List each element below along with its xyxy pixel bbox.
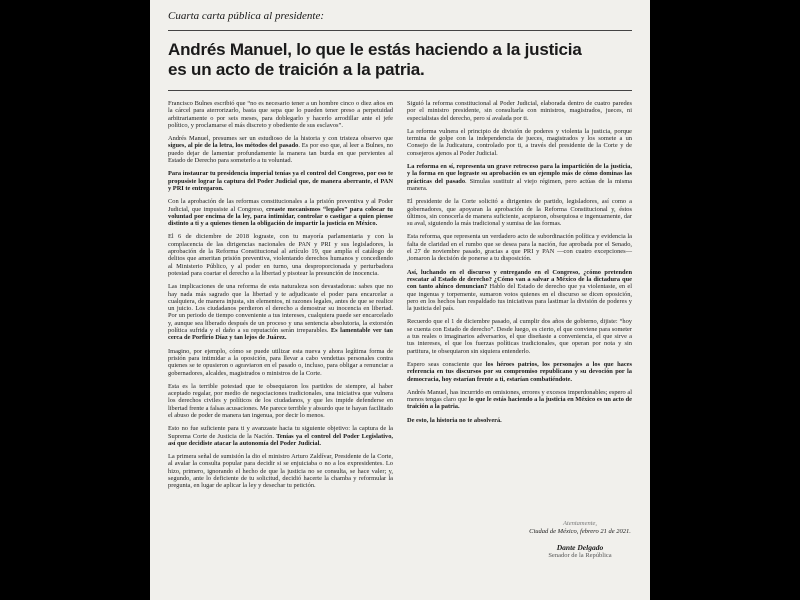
- paragraph: El 6 de diciembre de 2018 lograste, con tu mayoría parlamentaria y con la complacencia de las dirigencias nacionales de PAN y PRI y sus legisladores, la aprobación de la Reforma Constitucional al artículo 19, que amplía el catálogo de delitos que ameritan prisión preventiva, violentando derechos humanos y concediendo al Ministerio Público, y al poder en turno, una desproporcionada y perturbadora potestad para coartar el derecho a la libertad y pisotear la presunción de inocencia.: [168, 233, 393, 277]
- paragraph: Andrés Manuel, presumes ser un estudioso de la historia y con tristeza observo que sigues, al pie de la letra, los métodos del pasado. Es por eso que, al leer a Bulnes, no puedo dejar de lamentar profundamente la manera tan burda en que pervientes al Estado de Derecho para someterlo a tu voluntad.: [168, 135, 393, 165]
- paragraph: Andrés Manuel, has incurrido en omisiones, errores y excesos imperdonables; espero al menos tengas claro que lo que le estás haciendo a la justicia en México es un acto de traición a la patria.: [407, 388, 633, 411]
- headline-line-2: es un acto de traición a la patria.: [168, 60, 425, 79]
- newspaper-page: [150, 0, 650, 600]
- right-column: [407, 100, 632, 430]
- paragraph: La primera señal de sumisión la dio el ministro Arturo Zaldívar, Presidente de la Corte, al avalar la consulta popular para decidir si se enjuiciaba o no a los expresidentes. Lo hizo, primero, ignorando el hecho de que la justicia no se consulta, se hace valer; y, segundo, ante lo deficiente de tu solicitud, decidió hacerte la chamba y reformular la pregunta, en lugar de aplicar la ley y desechar tu petición.: [168, 453, 393, 490]
- paragraph: Imagino, por ejemplo, cómo se puede utilizar esta nueva y ahora legítima forma de prisión para intimidar a la oposición, para llevar a cabo vendettas personales contra quienes se te opusieron o agraviaron en el pasado o, incluso, para obligar a renunciar a gobernadores, alcaldes, magistrados o ministros de la Corte.: [168, 347, 393, 377]
- signature-greeting: Atentamente,: [562, 520, 598, 527]
- signature-name: Dante Delgado: [556, 543, 604, 552]
- paragraph: Esta reforma, que representa un verdadero acto de subordinación política y evidencia la falta de claridad en el rumbo que se desea para la nación, fue aprobada por el Senado, el 27 de noviembre pasado, gracias a que PRI y PAN —con cuatro excepciones— ,tomaron la decisión de ponerse a tu disposición.: [407, 233, 632, 263]
- signature-place-date: Ciudad de México, febrero 21 de 2021.: [529, 528, 631, 535]
- signature-block: [520, 520, 640, 560]
- left-column: [168, 100, 393, 496]
- paragraph: El presidente de la Corte solicitó a dirigentes de partido, legisladores, así como a gobernadores, que apoyaran la aprobación de la Reforma Constitucional y, éstos últimos, sin conocerla de manera suficiente, aceptaron, obsequiosa e ingenuamente, dar su aval, siguiendo la más tradicional y sumisa de las formas.: [407, 198, 632, 228]
- paragraph: Espero seas consciente que los héroes patrios, los personajes a los que haces referencia en tus discursos por su compromiso republicano y su devoción por la democracia, hoy estarían frente a ti, estarían combatiéndote.: [407, 360, 632, 383]
- paragraph: La reforma vulnera el principio de división de poderes y violenta la justicia, porque termina de golpe con la independencia de jueces, magistrados y los somete a un Consejo de la Judicatura, controlado por ti, a través del presidente de la Corte y de consejeros ajenos al Poder Judicial.: [407, 127, 632, 157]
- paragraph: Esto no fue suficiente para ti y avanzaste hacia tu siguiente objetivo: la captura de la Suprema Corte de Justicia de la Nación. Tenías ya el control del Poder Legislativo, así que decidiste atacar la autonomía del Poder Judicial.: [168, 425, 393, 447]
- paragraph: La reforma en sí, representa un grave retroceso para la impartición de la justicia, y la forma en que lograste su aprobación es un ejemplo más de cómo dominas las prácticas del pasado. Simulas sustituir al viejo régimen, pero actúas de la misma manera.: [407, 163, 632, 192]
- paragraph: Esta es la terrible potestad que te obsequiaron los partidos de siempre, al haber aceptado regalar, por medio de negociaciones tradicionales, una iniciativa que vulnera los derechos civiles y políticos de los ciudadanos, y que les impide defenderse en libertad frente a falsas acusaciones. Me parece terrible y absurdo que te hayan facilitado el abuso de poder de manera tan ingenua, por decir lo menos.: [168, 382, 393, 419]
- signature-role: Senador de la República: [548, 552, 612, 559]
- headline-line-1: Andrés Manuel, lo que le estás haciendo a la justicia: [168, 40, 582, 59]
- headline: [168, 40, 632, 80]
- paragraph: Siguió la reforma constitucional al Poder Judicial, elaborada dentro de cuatro paredes por el ministro presidente, sin consultarla con ministros, magistrados, jueces, ni especialistas del derecho, pero sí avalada por ti.: [407, 100, 632, 122]
- paragraph: Recuerdo que el 1 de diciembre pasado, al cumplir dos años de gobierno, dijiste: “hoy se cuenta con Estado de derecho”. Desde luego, es cierto, el que conviene para someter a tus reales o imaginarios adversarios, el que diseñaste a conveniencia, el que sirve a tus intereses, el que los fuerzas políticas tradicionales, que operan por nota y sin partitura, te obsequiaron sin siquiera entenderlo.: [407, 318, 632, 355]
- paragraph: Así, luchando en el discurso y entregando en el Congreso, ¿cómo pretenden rescatar al Estado de derecho? ¿Cómo van a salvar a México de la dictadura que con tanto ahínco denuncian? Hablo del Estado de derecho que ya violentaste, en el que ingenua y torpemente, sumaron votos quienes en el discurso se dicen oposición, pero en los hechos han respaldado tus iniciativas para lastimar la división de poderes y la justicia del país.: [407, 268, 632, 313]
- headline-rule: [168, 90, 632, 91]
- top-rule: [168, 30, 632, 31]
- paragraph: Para instaurar tu presidencia imperial tenías ya el control del Congreso, por eso te propusiste lograr la captura del Poder Judicial que, de manera aberrante, el PAN y PRI te entregaron.: [168, 170, 393, 192]
- paragraph: Con la aprobación de las reformas constitucionales a la prisión preventiva y al Poder Judicial, que impusiste al Congreso, creaste mecanismos “legales” para colocar tu voluntad por encima de la ley, para intimidar, controlar o castigar a quien piense distinto a ti y a quienes tienen la obligación de impartir la justicia en México.: [168, 198, 393, 228]
- closing-line: De esto, la historia no te absolverá.: [407, 416, 502, 424]
- paragraph: Las implicaciones de una reforma de esta naturaleza son devastadoras: sabes que no hay nada más sagrado que la libertad y te adjudicaste el poder para encarcelar a cualquiera, de manera injusta, sin elementos, ni razones legales, antes de que se realice un juicio. Los ciudadanos perdieron el derecho a demostrar su inocencia en libertad. Por un periodo de tiempo conveniente a tus intereses, cualquiera puede ser encarcelado y, aunque sea liberado después de un proceso y una sentencia absolutoria, la extorsión política sufrida y el daño a su reputación serán irreparables. Es lamentable ver tan cerca de Porfirio Díaz y tan lejos de Juárez.: [168, 283, 393, 342]
- paragraph: Francisco Bulnes escribió que “no es necesario tener a un hombre cinco o diez años en la cárcel para aterrorizarlo, basta que sepa que lo pueden tener preso a perpetuidad arbitrariamente o por seis meses, para doblegarlo y hacerlo arrodillar ante el jefe político, y proclamarse el más discreto y obediente de sus esclavos”.: [168, 100, 393, 129]
- kicker: Cuarta carta pública al presidente:: [168, 10, 325, 22]
